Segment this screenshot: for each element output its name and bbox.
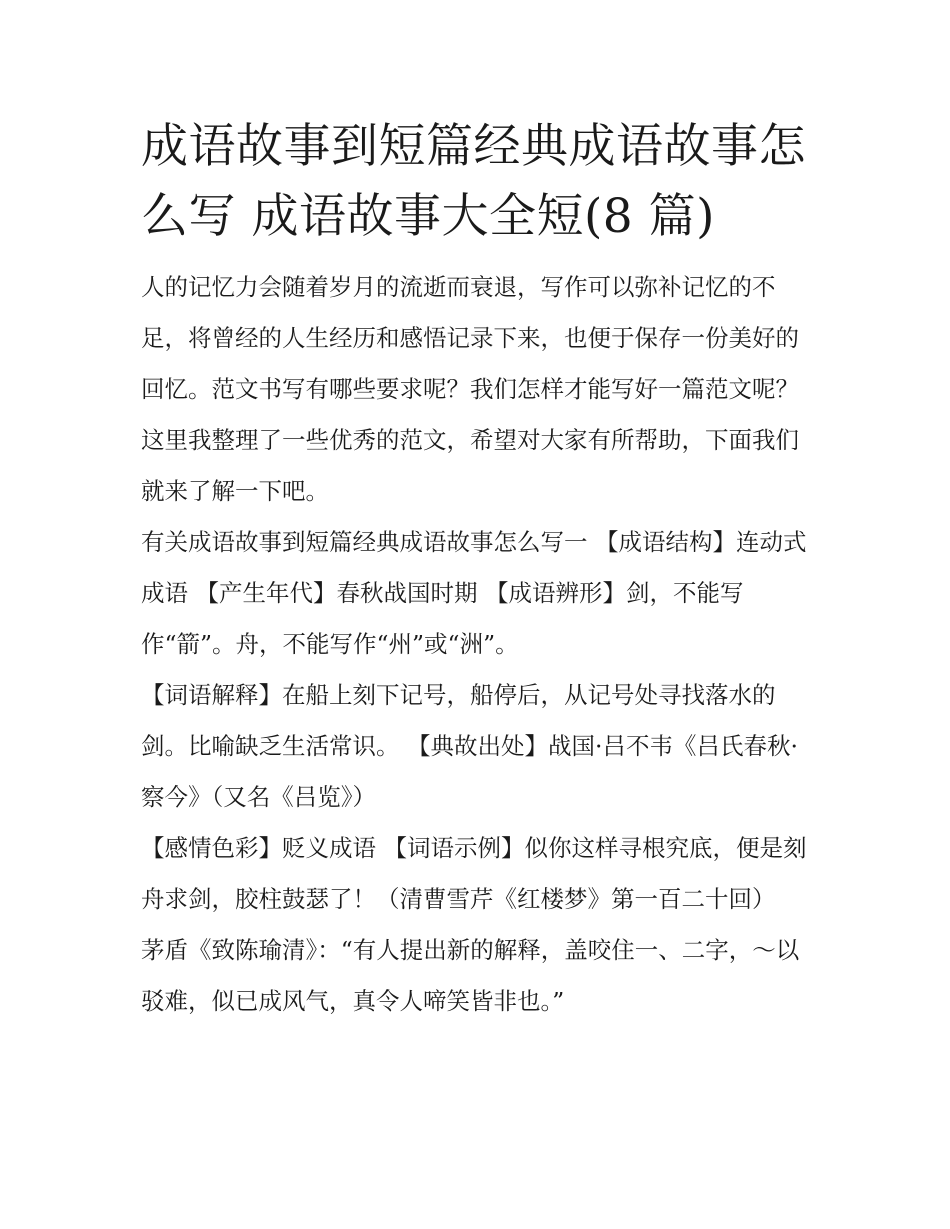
quotation-paragraph: 茅盾《致陈瑜清》：“有人提出新的解释，盖咬住一、二字，～以驳难，似已成风气，真令人啼笑皆非也。” [141, 936, 800, 1015]
idiom-structure-paragraph: 有关成语故事到短篇经典成语故事怎么写一 【成语结构】连动式成语 【产生年代】春秋战国时期 【成语辨形】剑，不能写作“箭”。舟，不能写作“州”或“洲”。 [141, 528, 807, 658]
intro-paragraph: 人的记忆力会随着岁月的流逝而衰退，写作可以弥补记忆的不足，将曾经的人生经历和感悟记录下来，也便于保存一份美好的回忆。范文书写有哪些要求呢？我们怎样才能写好一篇范文呢？这里我整理了一些优秀的范文，希望对大家有所帮助，下面我们就来了解一下吧。 [141, 273, 799, 505]
document-body [141, 112, 821, 1027]
idiom-example-paragraph: 【感情色彩】贬义成语 【词语示例】似你这样寻根究底，便是刻舟求剑，胶柱鼓瑟了！（清曹雪芹《红楼梦》第一百二十回） [141, 834, 807, 913]
idiom-explanation-paragraph: 【词语解释】在船上刻下记号，船停后，从记号处寻找落水的剑。比喻缺乏生活常识。 【典故出处】战国·吕不韦《吕氏春秋·察今》（又名《吕览》） [141, 681, 798, 811]
document-title: 成语故事到短篇经典成语故事怎么写 成语故事大全短(8 篇) [141, 119, 806, 244]
